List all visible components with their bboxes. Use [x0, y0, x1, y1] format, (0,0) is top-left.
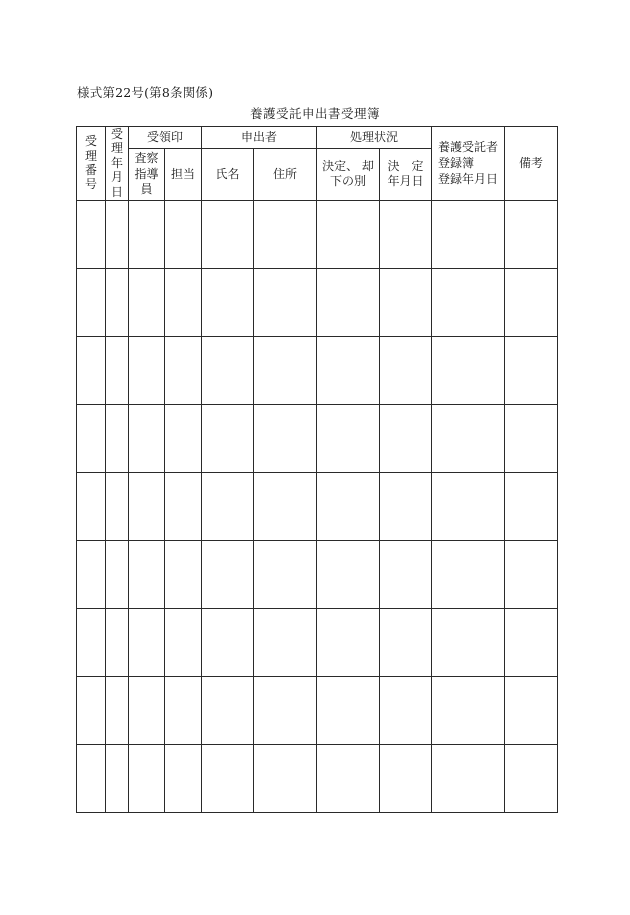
receipt-date-char: 年 [110, 155, 123, 170]
decision-rejection-line: 決定、 却 [322, 158, 374, 173]
table-cell[interactable] [165, 676, 202, 744]
table-cell[interactable] [505, 608, 558, 676]
table-cell[interactable] [106, 268, 129, 336]
table-row [77, 540, 558, 608]
inspector-text [134, 151, 158, 198]
table-cell[interactable] [129, 472, 165, 540]
table-cell[interactable] [77, 676, 106, 744]
table-cell[interactable] [380, 268, 432, 336]
table-cell[interactable] [254, 268, 317, 336]
table-cell[interactable] [129, 336, 165, 404]
table-row [77, 268, 558, 336]
table-row [77, 676, 558, 744]
table-cell[interactable] [165, 608, 202, 676]
table-cell[interactable] [380, 540, 432, 608]
table-cell[interactable] [106, 200, 129, 268]
header-registry [432, 127, 505, 201]
receipt-date-char: 理 [110, 141, 123, 156]
table-cell[interactable] [432, 540, 505, 608]
header-applicant-group: 申出者 [202, 127, 317, 149]
decision-date-line: 決 定 [387, 158, 424, 173]
inspector-line: 員 [140, 182, 153, 197]
table-cell[interactable] [106, 540, 129, 608]
table-cell[interactable] [165, 404, 202, 472]
table-cell[interactable] [165, 200, 202, 268]
table-cell[interactable] [380, 336, 432, 404]
receipt-number-char: 号 [84, 177, 97, 192]
table-cell[interactable] [505, 268, 558, 336]
table-cell[interactable] [432, 676, 505, 744]
registry-line: 登録年月日 [438, 172, 499, 187]
table-row [77, 336, 558, 404]
document-title: 養護受託申出書受理簿 [249, 106, 380, 121]
table-cell[interactable] [380, 608, 432, 676]
table-cell[interactable] [432, 268, 505, 336]
registry-line: 登録簿 [438, 156, 475, 171]
header-name: 氏名 [202, 149, 254, 200]
header-remarks: 備考 [505, 127, 558, 201]
table-cell[interactable] [202, 676, 254, 744]
table-cell[interactable] [380, 744, 432, 812]
table-cell[interactable] [129, 200, 165, 268]
table-cell[interactable] [106, 676, 129, 744]
table-cell[interactable] [202, 744, 254, 812]
table-cell[interactable] [202, 540, 254, 608]
header-row-top [77, 127, 558, 149]
table-cell[interactable] [317, 744, 380, 812]
header-processing-group: 処理状況 [317, 127, 432, 149]
register-table [76, 126, 558, 813]
table-cell[interactable] [432, 200, 505, 268]
table-cell[interactable] [317, 200, 380, 268]
table-cell[interactable] [432, 744, 505, 812]
table-cell[interactable] [129, 676, 165, 744]
table-cell[interactable] [106, 472, 129, 540]
table-cell[interactable] [317, 676, 380, 744]
table-cell[interactable] [106, 404, 129, 472]
decision-date-line: 年月日 [387, 174, 424, 189]
receipt-date-char: 日 [110, 184, 123, 199]
table-cell[interactable] [202, 608, 254, 676]
table-cell[interactable] [77, 336, 106, 404]
table-cell[interactable] [129, 608, 165, 676]
table-cell[interactable] [317, 472, 380, 540]
table-cell[interactable] [77, 608, 106, 676]
table-cell[interactable] [380, 472, 432, 540]
table-cell[interactable] [77, 404, 106, 472]
table-cell[interactable] [505, 336, 558, 404]
registry-text [438, 139, 498, 188]
table-row [77, 404, 558, 472]
table-cell[interactable] [77, 540, 106, 608]
table-cell[interactable] [380, 676, 432, 744]
table-cell[interactable] [317, 608, 380, 676]
table-cell[interactable] [77, 472, 106, 540]
receipt-date-vertical [111, 127, 123, 199]
table-cell[interactable] [77, 268, 106, 336]
registry-line: 養護受託者 [438, 140, 499, 154]
table-cell[interactable] [77, 744, 106, 812]
table-cell[interactable] [202, 472, 254, 540]
table-cell[interactable] [254, 608, 317, 676]
table-cell[interactable] [254, 404, 317, 472]
table-cell[interactable] [432, 404, 505, 472]
table-cell[interactable] [380, 200, 432, 268]
table-cell[interactable] [380, 404, 432, 472]
inspector-line: 指導 [134, 166, 159, 181]
table-cell[interactable] [129, 744, 165, 812]
decision-rejection-line: 下の別 [330, 174, 367, 189]
table-cell[interactable] [129, 404, 165, 472]
decision-rejection-text [322, 159, 374, 190]
table-cell[interactable] [505, 472, 558, 540]
table-cell[interactable] [432, 472, 505, 540]
table-cell[interactable] [106, 336, 129, 404]
table-cell[interactable] [254, 200, 317, 268]
table-cell[interactable] [505, 404, 558, 472]
header-person-in-charge: 担当 [165, 149, 202, 200]
table-row [77, 608, 558, 676]
table-cell[interactable] [432, 608, 505, 676]
table-cell[interactable] [77, 200, 106, 268]
header-receipt-number [77, 127, 106, 201]
receipt-number-char: 受 [84, 134, 97, 149]
table-cell[interactable] [505, 744, 558, 812]
register-body [77, 200, 558, 812]
table-cell[interactable] [106, 744, 129, 812]
table-row [77, 744, 558, 812]
table-row [77, 200, 558, 268]
table-cell[interactable] [165, 336, 202, 404]
receipt-date-char: 月 [110, 170, 123, 185]
table-cell[interactable] [202, 200, 254, 268]
table-cell[interactable] [129, 540, 165, 608]
table-cell[interactable] [432, 336, 505, 404]
table-cell[interactable] [165, 472, 202, 540]
receipt-number-char: 番 [84, 162, 97, 177]
receipt-number-char: 理 [84, 148, 97, 163]
table-cell[interactable] [317, 540, 380, 608]
table-cell[interactable] [202, 404, 254, 472]
table-cell[interactable] [129, 268, 165, 336]
table-cell[interactable] [165, 540, 202, 608]
header-address: 住所 [254, 149, 317, 200]
header-receipt-date [106, 127, 129, 201]
table-cell[interactable] [165, 744, 202, 812]
header-seal-group: 受領印 [129, 127, 202, 149]
table-cell[interactable] [317, 404, 380, 472]
table-row [77, 472, 558, 540]
table-cell[interactable] [254, 540, 317, 608]
table-cell[interactable] [254, 676, 317, 744]
table-cell[interactable] [202, 268, 254, 336]
header-decision-date [380, 149, 432, 200]
table-cell[interactable] [317, 336, 380, 404]
table-cell[interactable] [202, 336, 254, 404]
table-cell[interactable] [505, 540, 558, 608]
table-cell[interactable] [254, 744, 317, 812]
header-inspector [129, 149, 165, 200]
table-cell[interactable] [254, 336, 317, 404]
table-cell[interactable] [165, 268, 202, 336]
table-cell[interactable] [505, 200, 558, 268]
header-decision-rejection [317, 149, 380, 200]
inspector-line: 査察 [134, 150, 159, 165]
receipt-date-char: 受 [110, 127, 123, 141]
form-number-label: 様式第22号(第8条関係) [77, 85, 214, 100]
table-cell[interactable] [317, 268, 380, 336]
table-cell[interactable] [254, 472, 317, 540]
table-cell[interactable] [106, 608, 129, 676]
decision-date-text [388, 159, 424, 190]
receipt-number-vertical [85, 134, 97, 192]
table-cell[interactable] [505, 676, 558, 744]
